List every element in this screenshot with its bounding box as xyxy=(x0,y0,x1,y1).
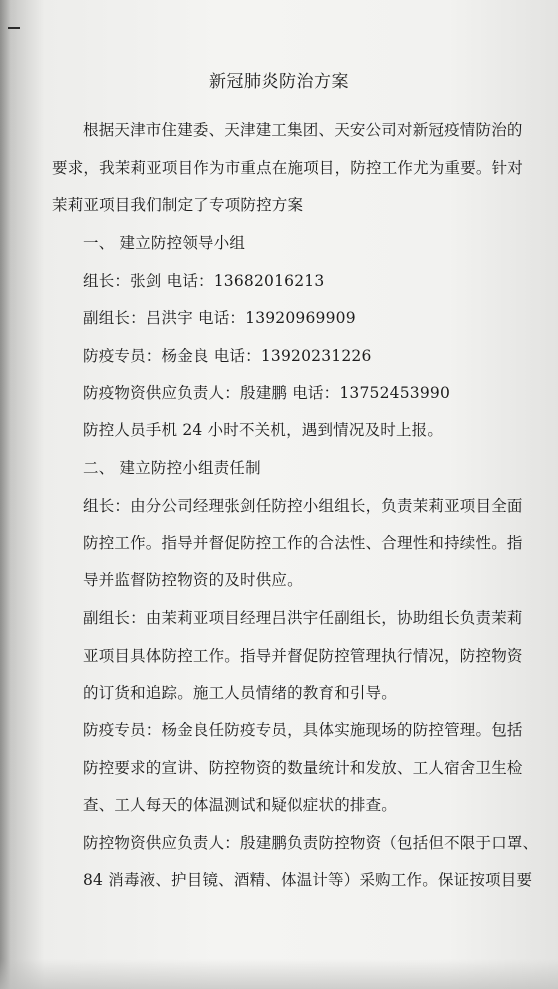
paragraph-line: 亚项目具体防控工作。指导并督促防控管理执行情况，防控物资 xyxy=(83,647,523,665)
contact-line: 副组长：吕洪宇 电话：13920969909 xyxy=(83,309,356,327)
paragraph-line: 84 消毒液、护目镜、酒精、体温计等）采购工作。保证按项目要 xyxy=(83,871,533,889)
paragraph-line: 防控物资供应负责人：殷建鹏负责防控物资（包括但不限于口罩、 xyxy=(83,834,539,852)
paragraph-line: 要求，我茉莉亚项目作为市重点在施项目，防控工作尤为重要。针对 xyxy=(52,159,524,177)
paragraph-line: 查、工人每天的体温测试和疑似症状的排查。 xyxy=(83,796,398,814)
contact-line: 防疫物资供应负责人：殷建鹏 电话：13752453990 xyxy=(83,384,451,402)
paragraph-line: 组长：由分公司经理张剑任防控小组组长，负责茉莉亚项目全面 xyxy=(83,497,523,515)
paragraph-line: 防控要求的宣讲、防控物资的数量统计和发放、工人宿舍卫生检 xyxy=(83,759,523,777)
section-heading: 二、 建立防控小组责任制 xyxy=(83,459,261,477)
paragraph-line: 防控人员手机 24 小时不关机，遇到情况及时上报。 xyxy=(83,421,444,439)
paragraph-line: 导并监督防控物资的及时供应。 xyxy=(83,571,303,589)
paragraph-line: 茉莉亚项目我们制定了专项防控方案 xyxy=(52,196,304,214)
paragraph-line: 根据天津市住建委、天津建工集团、天安公司对新冠疫情防治的 xyxy=(83,121,523,139)
section-heading: 一、 建立防控领导小组 xyxy=(83,234,246,252)
contact-line: 防疫专员：杨金良 电话：13920231226 xyxy=(83,347,372,365)
document-title: 新冠肺炎防治方案 xyxy=(209,72,349,92)
paragraph-line: 副组长：由茉莉亚项目经理吕洪宇任副组长，协助组长负责茉莉 xyxy=(83,609,523,627)
contact-line: 组长：张剑 电话：13682016213 xyxy=(83,272,325,290)
paragraph-line: 防疫专员：杨金良任防疫专员，具体实施现场的防控管理。包括 xyxy=(83,721,523,739)
paragraph-line: 的订货和追踪。施工人员情绪的教育和引导。 xyxy=(83,684,398,702)
paragraph-line: 防控工作。指导并督促防控工作的合法性、合理性和持续性。指 xyxy=(83,534,523,552)
